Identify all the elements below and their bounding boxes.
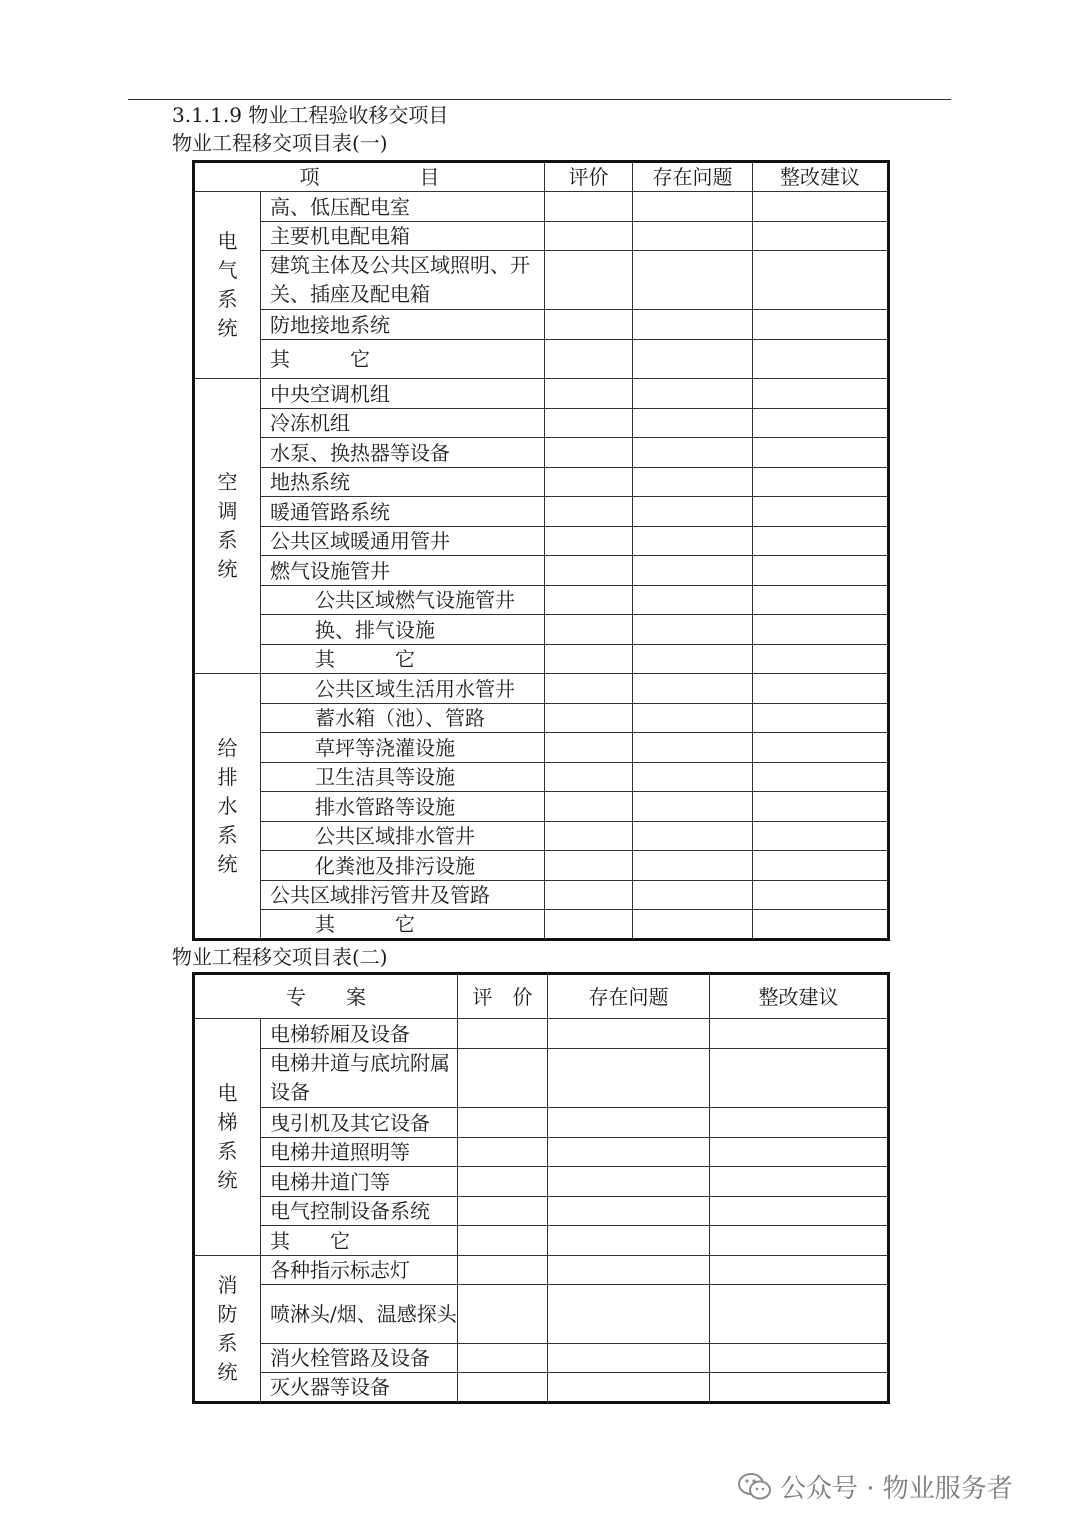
suggestion-cell[interactable] bbox=[710, 1344, 889, 1373]
handover-table-2 bbox=[192, 972, 890, 1404]
eval-cell[interactable] bbox=[545, 340, 633, 379]
item-cell: 其 它 bbox=[261, 340, 545, 379]
table-row bbox=[194, 1167, 889, 1197]
issue-cell[interactable] bbox=[633, 340, 753, 379]
eval-cell[interactable] bbox=[545, 910, 633, 940]
issue-cell[interactable] bbox=[633, 615, 753, 645]
issue-cell[interactable] bbox=[633, 527, 753, 556]
issue-cell[interactable] bbox=[633, 468, 753, 497]
eval-cell[interactable] bbox=[458, 1049, 548, 1108]
eval-cell[interactable] bbox=[545, 792, 633, 822]
table-row bbox=[194, 851, 889, 881]
table-row bbox=[194, 192, 889, 222]
table-row bbox=[194, 222, 889, 251]
suggestion-cell[interactable] bbox=[753, 340, 889, 379]
item-cell: 地热系统 bbox=[261, 468, 545, 497]
watermark bbox=[738, 1468, 1013, 1505]
item-cell: 其 它 bbox=[261, 1226, 458, 1256]
item-cell: 公共区域暖通用管井 bbox=[261, 527, 545, 556]
issue-cell[interactable] bbox=[548, 1019, 710, 1049]
suggestion-cell[interactable] bbox=[753, 881, 889, 910]
eval-cell[interactable] bbox=[545, 822, 633, 851]
suggestion-cell[interactable] bbox=[753, 192, 889, 222]
table-row bbox=[194, 645, 889, 674]
suggestion-cell[interactable] bbox=[753, 468, 889, 497]
header-item: 专 案 bbox=[194, 974, 458, 1019]
suggestion-cell[interactable] bbox=[753, 438, 889, 468]
table2-caption: 物业工程移交项目表(二) bbox=[172, 945, 388, 969]
item-cell: 公共区域排水管井 bbox=[261, 822, 545, 851]
handover-table-1 bbox=[192, 160, 890, 941]
eval-cell[interactable] bbox=[458, 1373, 548, 1403]
item-cell: 电梯井道门等 bbox=[261, 1167, 458, 1197]
suggestion-cell[interactable] bbox=[710, 1019, 889, 1049]
issue-cell[interactable] bbox=[548, 1256, 710, 1285]
eval-cell[interactable] bbox=[545, 409, 633, 438]
eval-cell[interactable] bbox=[545, 645, 633, 674]
item-cell: 燃气设施管井 bbox=[261, 556, 545, 586]
table-row bbox=[194, 674, 889, 704]
table-row bbox=[194, 497, 889, 527]
category-cell bbox=[194, 379, 261, 674]
suggestion-cell[interactable] bbox=[753, 409, 889, 438]
suggestion-cell[interactable] bbox=[753, 527, 889, 556]
eval-cell[interactable] bbox=[545, 251, 633, 310]
item-cell: 换、排气设施 bbox=[261, 615, 545, 645]
eval-cell[interactable] bbox=[545, 704, 633, 733]
item-cell: 电气控制设备系统 bbox=[261, 1197, 458, 1226]
eval-cell[interactable] bbox=[545, 615, 633, 645]
item-cell: 草坪等浇灌设施 bbox=[261, 733, 545, 763]
issue-cell[interactable] bbox=[548, 1167, 710, 1197]
table-row bbox=[194, 1373, 889, 1403]
header-evaluation: 评 价 bbox=[458, 974, 548, 1019]
issue-cell[interactable] bbox=[633, 822, 753, 851]
category-label: 电梯系统 bbox=[217, 1081, 238, 1192]
suggestion-cell[interactable] bbox=[753, 910, 889, 940]
eval-cell[interactable] bbox=[458, 1197, 548, 1226]
eval-cell[interactable] bbox=[458, 1285, 548, 1344]
issue-cell[interactable] bbox=[548, 1226, 710, 1256]
category-cell bbox=[194, 674, 261, 940]
issue-cell[interactable] bbox=[548, 1138, 710, 1167]
item-cell: 排水管路等设施 bbox=[261, 792, 545, 822]
suggestion-cell[interactable] bbox=[753, 645, 889, 674]
table-row bbox=[194, 615, 889, 645]
table-row bbox=[194, 704, 889, 733]
table-row bbox=[194, 340, 889, 379]
eval-cell[interactable] bbox=[545, 763, 633, 792]
issue-cell[interactable] bbox=[548, 1344, 710, 1373]
issue-cell[interactable] bbox=[633, 438, 753, 468]
table-row bbox=[194, 1049, 889, 1108]
eval-cell[interactable] bbox=[458, 1138, 548, 1167]
category-cell bbox=[194, 1019, 261, 1256]
item-cell: 喷淋头/烟、温感探头 bbox=[261, 1285, 458, 1344]
suggestion-cell[interactable] bbox=[753, 497, 889, 527]
suggestion-cell[interactable] bbox=[753, 733, 889, 763]
table-row bbox=[194, 1138, 889, 1167]
eval-cell[interactable] bbox=[545, 497, 633, 527]
suggestion-cell[interactable] bbox=[753, 851, 889, 881]
table-row bbox=[194, 556, 889, 586]
suggestion-cell[interactable] bbox=[753, 615, 889, 645]
section-heading: 3.1.1.9 物业工程验收移交项目 bbox=[172, 103, 449, 127]
item-cell: 其 它 bbox=[261, 910, 545, 940]
item-cell: 建筑主体及公共区域照明、开关、插座及配电箱 bbox=[261, 251, 545, 310]
eval-cell[interactable] bbox=[545, 379, 633, 409]
issue-cell[interactable] bbox=[633, 251, 753, 310]
item-cell: 中央空调机组 bbox=[261, 379, 545, 409]
item-cell: 电梯轿厢及设备 bbox=[261, 1019, 458, 1049]
eval-cell[interactable] bbox=[545, 556, 633, 586]
item-cell: 蓄水箱（池）、管路 bbox=[261, 704, 545, 733]
issue-cell[interactable] bbox=[633, 310, 753, 340]
eval-cell[interactable] bbox=[545, 438, 633, 468]
suggestion-cell[interactable] bbox=[710, 1138, 889, 1167]
item-cell: 冷冻机组 bbox=[261, 409, 545, 438]
category-label: 电气系统 bbox=[217, 229, 238, 340]
suggestion-cell[interactable] bbox=[710, 1256, 889, 1285]
table-row bbox=[194, 733, 889, 763]
table-row bbox=[194, 1197, 889, 1226]
suggestion-cell[interactable] bbox=[710, 1167, 889, 1197]
item-cell: 高、低压配电室 bbox=[261, 192, 545, 222]
wechat-icon bbox=[738, 1472, 772, 1502]
watermark-text: 公众号 · 物业服务者 bbox=[780, 1474, 1013, 1504]
category-cell bbox=[194, 1256, 261, 1403]
issue-cell[interactable] bbox=[633, 910, 753, 940]
table-row bbox=[194, 1256, 889, 1285]
suggestion-cell[interactable] bbox=[753, 704, 889, 733]
issue-cell[interactable] bbox=[548, 1108, 710, 1138]
suggestion-cell[interactable] bbox=[753, 674, 889, 704]
suggestion-cell[interactable] bbox=[753, 556, 889, 586]
suggestion-cell[interactable] bbox=[710, 1108, 889, 1138]
table-row bbox=[194, 586, 889, 615]
item-cell: 电梯井道照明等 bbox=[261, 1138, 458, 1167]
table-row bbox=[194, 438, 889, 468]
issue-cell[interactable] bbox=[633, 733, 753, 763]
item-cell: 公共区域排污管井及管路 bbox=[261, 881, 545, 910]
table-row bbox=[194, 822, 889, 851]
table-row bbox=[194, 1226, 889, 1256]
table-row bbox=[194, 251, 889, 310]
item-cell: 主要机电配电箱 bbox=[261, 222, 545, 251]
issue-cell[interactable] bbox=[633, 586, 753, 615]
table-header-row bbox=[194, 162, 889, 192]
table-row bbox=[194, 792, 889, 822]
item-cell: 电梯井道与底坑附属设备 bbox=[261, 1049, 458, 1108]
suggestion-cell[interactable] bbox=[753, 379, 889, 409]
issue-cell[interactable] bbox=[548, 1197, 710, 1226]
item-cell: 公共区域生活用水管井 bbox=[261, 674, 545, 704]
table-row bbox=[194, 1019, 889, 1049]
suggestion-cell[interactable] bbox=[753, 792, 889, 822]
header-item: 项 目 bbox=[194, 162, 545, 192]
eval-cell[interactable] bbox=[458, 1226, 548, 1256]
eval-cell[interactable] bbox=[458, 1167, 548, 1197]
eval-cell[interactable] bbox=[545, 310, 633, 340]
eval-cell[interactable] bbox=[545, 733, 633, 763]
item-cell: 卫生洁具等设施 bbox=[261, 763, 545, 792]
item-cell: 各种指示标志灯 bbox=[261, 1256, 458, 1285]
header-issues: 存在问题 bbox=[633, 162, 753, 192]
header-evaluation: 评价 bbox=[545, 162, 633, 192]
table-row bbox=[194, 468, 889, 497]
table1-caption: 物业工程移交项目表(一) bbox=[172, 131, 388, 155]
eval-cell[interactable] bbox=[545, 851, 633, 881]
issue-cell[interactable] bbox=[633, 409, 753, 438]
table-row bbox=[194, 409, 889, 438]
item-cell: 灭火器等设备 bbox=[261, 1373, 458, 1403]
suggestion-cell[interactable] bbox=[710, 1197, 889, 1226]
eval-cell[interactable] bbox=[458, 1256, 548, 1285]
category-label: 消防系统 bbox=[217, 1272, 238, 1384]
eval-cell[interactable] bbox=[545, 881, 633, 910]
issue-cell[interactable] bbox=[548, 1373, 710, 1403]
table-row bbox=[194, 379, 889, 409]
issue-cell[interactable] bbox=[633, 497, 753, 527]
item-cell: 曳引机及其它设备 bbox=[261, 1108, 458, 1138]
issue-cell[interactable] bbox=[633, 792, 753, 822]
suggestion-cell[interactable] bbox=[753, 310, 889, 340]
suggestion-cell[interactable] bbox=[710, 1049, 889, 1108]
issue-cell[interactable] bbox=[633, 379, 753, 409]
table-row bbox=[194, 310, 889, 340]
eval-cell[interactable] bbox=[545, 222, 633, 251]
item-cell: 水泵、换热器等设备 bbox=[261, 438, 545, 468]
item-cell: 防地接地系统 bbox=[261, 310, 545, 340]
issue-cell[interactable] bbox=[548, 1049, 710, 1108]
item-cell: 暖通管路系统 bbox=[261, 497, 545, 527]
table-row bbox=[194, 1108, 889, 1138]
item-cell: 其 它 bbox=[261, 645, 545, 674]
eval-cell[interactable] bbox=[545, 192, 633, 222]
suggestion-cell[interactable] bbox=[753, 822, 889, 851]
issue-cell[interactable] bbox=[633, 222, 753, 251]
suggestion-cell[interactable] bbox=[753, 222, 889, 251]
header-suggestions: 整改建议 bbox=[753, 162, 889, 192]
eval-cell[interactable] bbox=[458, 1019, 548, 1049]
eval-cell[interactable] bbox=[458, 1108, 548, 1138]
category-cell bbox=[194, 192, 261, 379]
suggestion-cell[interactable] bbox=[710, 1226, 889, 1256]
item-cell: 消火栓管路及设备 bbox=[261, 1344, 458, 1373]
suggestion-cell[interactable] bbox=[753, 763, 889, 792]
issue-cell[interactable] bbox=[633, 881, 753, 910]
category-label: 给排水系统 bbox=[217, 735, 238, 876]
table-header-row bbox=[194, 974, 889, 1019]
table-row bbox=[194, 1285, 889, 1344]
category-label: 空调系统 bbox=[217, 470, 238, 581]
header-suggestions: 整改建议 bbox=[710, 974, 889, 1019]
item-cell: 公共区域燃气设施管井 bbox=[261, 586, 545, 615]
eval-cell[interactable] bbox=[545, 468, 633, 497]
suggestion-cell[interactable] bbox=[710, 1285, 889, 1344]
issue-cell[interactable] bbox=[633, 763, 753, 792]
issue-cell[interactable] bbox=[633, 674, 753, 704]
table-row bbox=[194, 527, 889, 556]
suggestion-cell[interactable] bbox=[753, 586, 889, 615]
suggestion-cell[interactable] bbox=[753, 251, 889, 310]
item-cell: 化粪池及排污设施 bbox=[261, 851, 545, 881]
table-row bbox=[194, 910, 889, 940]
table-row bbox=[194, 763, 889, 792]
issue-cell[interactable] bbox=[633, 645, 753, 674]
eval-cell[interactable] bbox=[545, 527, 633, 556]
issue-cell[interactable] bbox=[548, 1285, 710, 1344]
issue-cell[interactable] bbox=[633, 851, 753, 881]
eval-cell[interactable] bbox=[545, 674, 633, 704]
table-row bbox=[194, 881, 889, 910]
eval-cell[interactable] bbox=[545, 586, 633, 615]
header-issues: 存在问题 bbox=[548, 974, 710, 1019]
eval-cell[interactable] bbox=[458, 1344, 548, 1373]
suggestion-cell[interactable] bbox=[710, 1373, 889, 1403]
issue-cell[interactable] bbox=[633, 704, 753, 733]
issue-cell[interactable] bbox=[633, 192, 753, 222]
table-row bbox=[194, 1344, 889, 1373]
issue-cell[interactable] bbox=[633, 556, 753, 586]
